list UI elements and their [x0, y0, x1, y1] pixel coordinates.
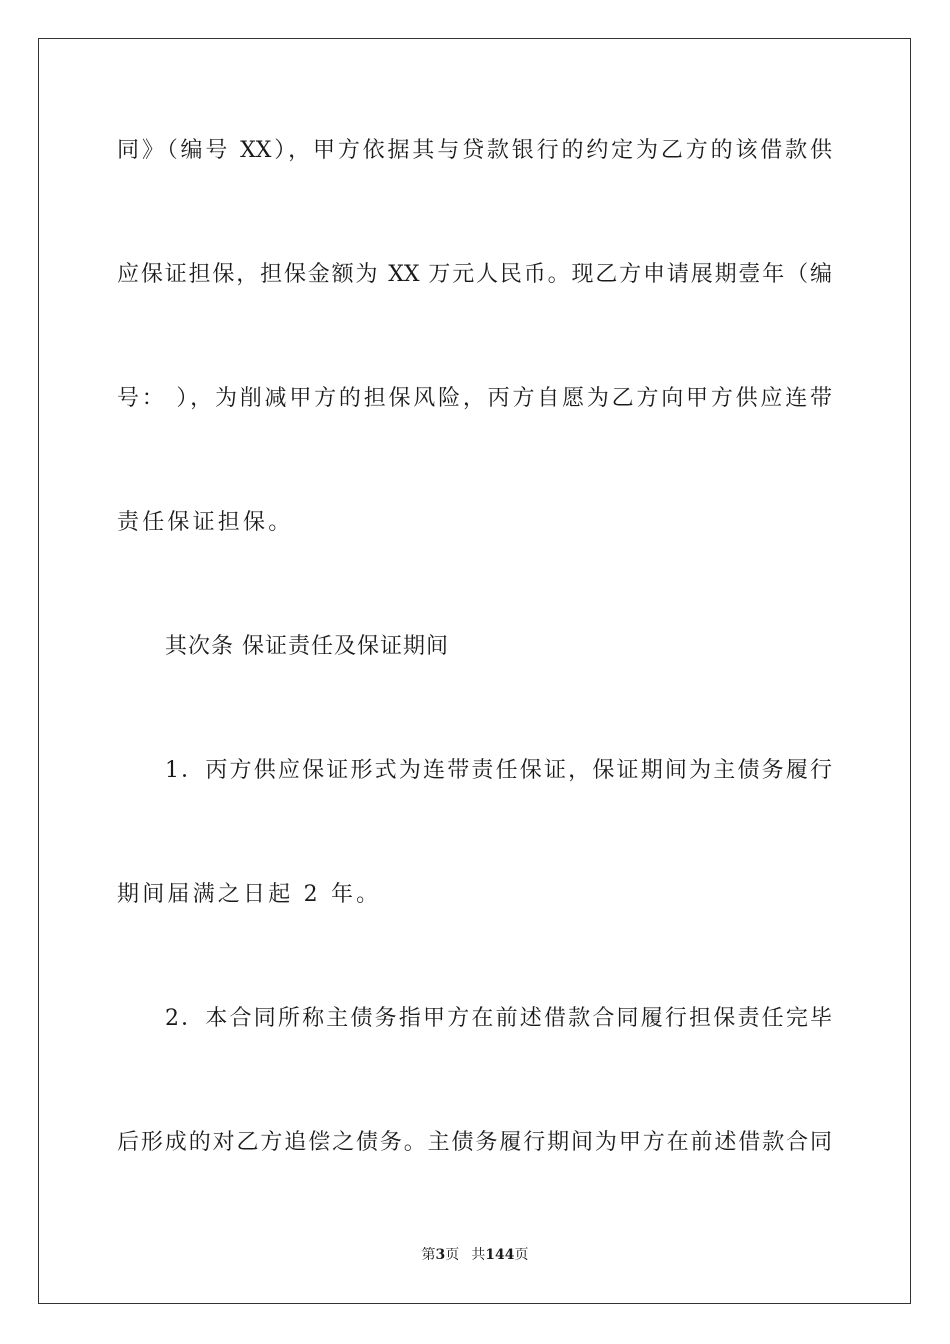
footer-total-pages: 144 [485, 1247, 515, 1263]
page-footer [0, 1246, 950, 1264]
footer-page-suffix: 页 [445, 1247, 460, 1263]
text-line-8: 2．本合同所称主债务指甲方在前述借款合同履行担保责任完毕 [165, 1006, 832, 1031]
page-border [38, 38, 911, 1304]
text-line-4: 责任保证担保。 [117, 510, 294, 535]
footer-page-prefix: 第 [421, 1247, 436, 1263]
text-line-6: 1．丙方供应保证形式为连带责任保证，保证期间为主债务履行 [165, 758, 832, 783]
footer-total-prefix: 共 [471, 1247, 486, 1263]
text-line-3: 号： ），为削减甲方的担保风险，丙方自愿为乙方向甲方供应连带 [117, 386, 832, 411]
text-line-7: 期间届满之日起 2 年。 [117, 882, 382, 907]
footer-page-number: 3 [435, 1247, 446, 1263]
footer-total-suffix: 页 [514, 1247, 529, 1263]
section-heading: 其次条 保证责任及保证期间 [165, 634, 449, 659]
text-line-1: 同》（编号 XX），甲方依据其与贷款银行的约定为乙方的该借款供 [117, 138, 832, 163]
text-line-9: 后形成的对乙方追偿之债务。主债务履行期间为甲方在前述借款合同 [117, 1130, 832, 1155]
text-line-2: 应保证担保，担保金额为 XX 万元人民币。现乙方申请展期壹年（编 [117, 262, 832, 287]
